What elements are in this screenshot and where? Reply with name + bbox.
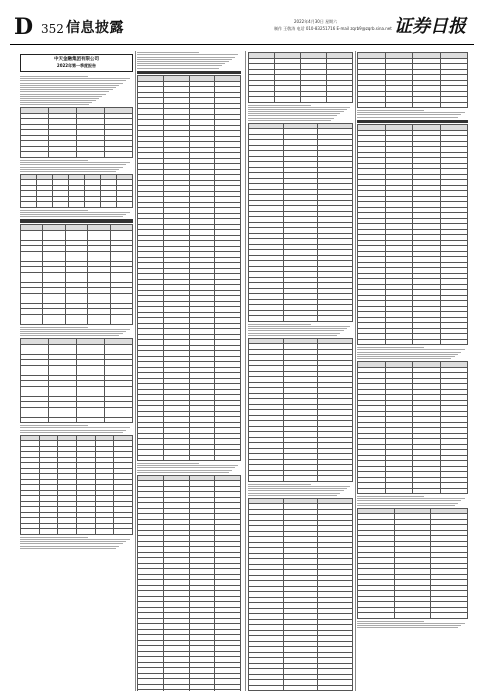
text-line	[137, 68, 219, 69]
table-cell	[110, 293, 132, 303]
table-cell	[105, 407, 133, 417]
table-cell	[163, 690, 189, 691]
text-line	[137, 470, 232, 471]
table-cell	[77, 407, 105, 417]
table-cell	[105, 417, 133, 423]
column-3-body	[248, 52, 353, 691]
table-cell	[43, 293, 65, 303]
column-3	[248, 51, 353, 691]
table-row	[21, 251, 133, 261]
text-line	[248, 324, 311, 325]
table-cell	[114, 529, 133, 535]
text-line	[20, 164, 126, 165]
table-cell	[283, 476, 318, 482]
data-table	[248, 52, 353, 103]
text-block	[357, 621, 468, 629]
table-cell	[58, 529, 77, 535]
text-line	[20, 162, 130, 163]
table-caption-bar	[137, 71, 241, 75]
text-line	[248, 495, 337, 496]
text-line	[137, 52, 199, 53]
text-line	[357, 110, 424, 111]
table-cell	[88, 314, 110, 324]
table-row	[21, 417, 133, 423]
table-cell	[49, 407, 77, 417]
notice-heading	[20, 54, 133, 72]
table-cell	[69, 202, 85, 208]
data-table	[357, 361, 468, 494]
table-cell	[88, 293, 110, 303]
table-cell	[77, 152, 105, 158]
text-line	[357, 349, 465, 350]
table-cell	[163, 455, 189, 461]
text-line	[20, 548, 116, 549]
table-cell	[249, 476, 284, 482]
text-line	[137, 472, 229, 473]
table-cell	[43, 272, 65, 282]
text-block	[248, 105, 353, 121]
table-cell	[88, 272, 110, 282]
table-row	[21, 314, 133, 324]
table-cell	[413, 339, 441, 345]
data-table	[20, 174, 133, 208]
table-cell	[49, 417, 77, 423]
text-block	[357, 496, 468, 506]
table-row	[358, 613, 468, 619]
text-block	[248, 484, 353, 496]
table-cell	[413, 488, 441, 494]
text-line	[20, 541, 126, 542]
table-cell	[77, 417, 105, 423]
table-cell	[53, 202, 69, 208]
text-line	[20, 427, 130, 428]
table-cell	[138, 690, 164, 691]
table-cell	[105, 344, 133, 354]
table-row	[249, 97, 353, 103]
text-line	[248, 328, 347, 329]
issue-date: 2022年4月30日 星期六	[294, 19, 338, 24]
text-line	[357, 356, 455, 357]
text-line	[248, 488, 347, 489]
data-table	[20, 224, 133, 325]
text-line	[20, 171, 116, 172]
text-line	[137, 54, 238, 55]
text-line	[357, 625, 461, 626]
text-line	[137, 57, 235, 58]
table-row	[21, 272, 133, 282]
table-cell	[43, 251, 65, 261]
table-cell	[189, 690, 215, 691]
table-cell	[394, 613, 431, 619]
text-line	[20, 327, 88, 328]
column-divider	[355, 51, 356, 691]
text-line	[248, 113, 340, 114]
text-line	[248, 490, 344, 491]
table-cell	[249, 97, 275, 103]
text-line	[137, 63, 225, 64]
table-cell	[65, 293, 87, 303]
text-line	[248, 120, 331, 121]
text-line	[20, 331, 126, 332]
table-row	[138, 690, 241, 691]
text-line	[248, 111, 344, 112]
section-letter: D	[14, 14, 34, 40]
text-line	[357, 496, 424, 497]
table-row	[358, 488, 468, 494]
table-cell	[275, 97, 301, 103]
table-cell	[440, 488, 468, 494]
text-line	[20, 214, 126, 215]
table-cell	[21, 251, 43, 261]
text-line	[20, 425, 88, 426]
table-cell	[88, 251, 110, 261]
data-table	[137, 75, 241, 461]
text-line	[20, 96, 102, 97]
text-line	[357, 352, 461, 353]
text-line	[137, 467, 235, 468]
text-line	[357, 117, 458, 118]
text-block	[20, 76, 133, 105]
table-cell	[65, 272, 87, 282]
data-table	[357, 52, 468, 108]
table-cell	[358, 488, 386, 494]
text-line	[20, 87, 116, 88]
column-divider	[135, 51, 136, 691]
table-cell	[65, 314, 87, 324]
data-table	[248, 338, 353, 482]
table-cell	[413, 102, 441, 108]
text-block	[20, 537, 133, 549]
data-table	[248, 498, 353, 691]
text-line	[248, 115, 337, 116]
table-cell	[21, 293, 43, 303]
table-cell	[65, 230, 87, 240]
table-cell	[77, 365, 105, 375]
table-row	[358, 102, 468, 108]
text-line	[248, 330, 344, 331]
table-cell	[43, 230, 65, 240]
table-cell	[117, 202, 133, 208]
table-cell	[301, 97, 327, 103]
text-block	[248, 324, 353, 336]
table-cell	[215, 455, 241, 461]
text-line	[20, 98, 99, 99]
table-cell	[21, 230, 43, 240]
text-line	[20, 94, 106, 95]
text-line	[20, 432, 123, 433]
table-cell	[88, 230, 110, 240]
text-line	[137, 59, 232, 60]
table-cell	[95, 529, 114, 535]
table-cell	[43, 314, 65, 324]
table-cell	[21, 314, 43, 324]
data-table	[20, 435, 133, 535]
table-cell	[21, 417, 49, 423]
table-row	[249, 316, 353, 322]
text-line	[20, 76, 88, 77]
table-cell	[49, 386, 77, 396]
table-cell	[21, 407, 49, 417]
table-cell	[110, 314, 132, 324]
text-line	[20, 169, 119, 170]
text-line	[20, 546, 119, 547]
table-caption-bar	[20, 219, 133, 223]
table-row	[21, 152, 133, 158]
text-line	[20, 83, 123, 84]
report-title: 2022年第一季度报告	[56, 63, 97, 68]
table-cell	[39, 529, 58, 535]
text-line	[20, 160, 88, 161]
text-line	[248, 107, 350, 108]
text-line	[20, 102, 92, 103]
table-cell	[105, 386, 133, 396]
text-line	[20, 335, 119, 336]
text-block	[357, 110, 468, 118]
text-line	[357, 112, 465, 113]
text-line	[357, 354, 458, 355]
text-block	[20, 210, 133, 218]
table-cell	[215, 690, 241, 691]
text-line	[20, 91, 109, 92]
text-line	[20, 89, 113, 90]
table-cell	[318, 316, 353, 322]
column-2	[137, 51, 241, 691]
text-line	[248, 493, 340, 494]
table-cell	[77, 344, 105, 354]
text-line	[137, 61, 229, 62]
table-cell	[431, 613, 468, 619]
data-table	[20, 107, 133, 158]
table-cell	[49, 365, 77, 375]
table-cell	[49, 344, 77, 354]
table-cell	[21, 202, 37, 208]
text-block	[137, 463, 241, 473]
table-row	[21, 293, 133, 303]
text-line	[20, 539, 130, 540]
text-line	[248, 118, 334, 119]
table-cell	[21, 344, 49, 354]
table-cell	[327, 97, 353, 103]
text-line	[137, 463, 199, 464]
table-row	[21, 344, 133, 354]
page-number: 352	[41, 22, 64, 36]
table-cell	[138, 455, 164, 461]
table-row	[358, 339, 468, 345]
table-cell	[21, 152, 49, 158]
text-block	[137, 52, 241, 68]
text-line	[357, 621, 424, 622]
text-line	[357, 503, 458, 504]
text-block	[357, 347, 468, 359]
table-cell	[76, 529, 95, 535]
text-line	[248, 335, 337, 336]
text-line	[357, 498, 465, 499]
data-table	[137, 475, 241, 691]
table-cell	[49, 152, 77, 158]
table-cell	[283, 316, 318, 322]
text-line	[248, 333, 340, 334]
table-cell	[105, 365, 133, 375]
table-cell	[440, 102, 468, 108]
table-cell	[77, 386, 105, 396]
table-row	[21, 230, 133, 240]
table-cell	[110, 251, 132, 261]
text-line	[20, 85, 119, 86]
text-line	[137, 65, 222, 66]
text-line	[248, 326, 350, 327]
table-cell	[65, 251, 87, 261]
table-cell	[385, 102, 413, 108]
text-line	[20, 212, 130, 213]
table-cell	[85, 202, 101, 208]
text-line	[357, 347, 424, 348]
text-line	[357, 627, 458, 628]
section-title: 信息披露	[66, 20, 124, 36]
text-line	[20, 333, 123, 334]
contact-line: 制作 王敬涛 电话 010-83251716 E-mail zqrb9@zqrb.sina.net	[274, 26, 392, 31]
text-line	[20, 210, 88, 211]
data-table	[357, 508, 468, 619]
column-4-body	[357, 52, 468, 628]
table-cell	[21, 529, 40, 535]
company-name: 中天金融集团有限公司	[54, 57, 99, 62]
table-cell	[385, 339, 413, 345]
masthead	[10, 14, 474, 45]
text-line	[248, 484, 311, 485]
table-cell	[318, 476, 353, 482]
table-cell	[21, 386, 49, 396]
text-line	[137, 465, 238, 466]
text-line	[20, 216, 123, 217]
text-block	[20, 327, 133, 337]
text-line	[248, 486, 350, 487]
table-row	[21, 407, 133, 417]
text-line	[20, 537, 88, 538]
table-row	[249, 476, 353, 482]
column-4	[357, 51, 468, 691]
table-row	[21, 202, 133, 208]
text-line	[20, 329, 130, 330]
column-divider	[245, 51, 246, 691]
text-line	[357, 114, 461, 115]
newspaper-logo: 证券日报	[394, 16, 466, 37]
table-cell	[110, 230, 132, 240]
table-cell	[189, 455, 215, 461]
table-cell	[358, 339, 386, 345]
text-line	[357, 358, 451, 359]
text-line	[357, 505, 455, 506]
column-1-body	[20, 76, 133, 549]
table-cell	[21, 272, 43, 282]
text-block	[20, 425, 133, 433]
table-row	[21, 365, 133, 375]
text-line	[20, 167, 123, 168]
table-cell	[358, 613, 395, 619]
text-line	[248, 109, 347, 110]
text-line	[20, 80, 126, 81]
text-line	[20, 78, 130, 79]
table-cell	[101, 202, 117, 208]
text-block	[20, 160, 133, 172]
text-line	[20, 104, 89, 105]
table-cell	[37, 202, 53, 208]
table-cell	[440, 339, 468, 345]
data-table	[20, 338, 133, 423]
table-caption-bar	[357, 120, 468, 124]
text-line	[20, 430, 126, 431]
data-table	[357, 124, 468, 345]
text-line	[357, 623, 465, 624]
text-line	[20, 100, 96, 101]
data-table	[248, 123, 353, 322]
text-line	[20, 543, 123, 544]
table-row	[21, 386, 133, 396]
table-cell	[110, 272, 132, 282]
table-cell	[21, 365, 49, 375]
column-1	[20, 51, 133, 691]
column-2-body	[137, 52, 241, 691]
table-row	[21, 529, 133, 535]
table-row	[138, 455, 241, 461]
table-cell	[385, 488, 413, 494]
text-line	[357, 500, 461, 501]
text-line	[248, 105, 311, 106]
table-cell	[105, 152, 133, 158]
table-cell	[358, 102, 386, 108]
table-cell	[249, 316, 284, 322]
